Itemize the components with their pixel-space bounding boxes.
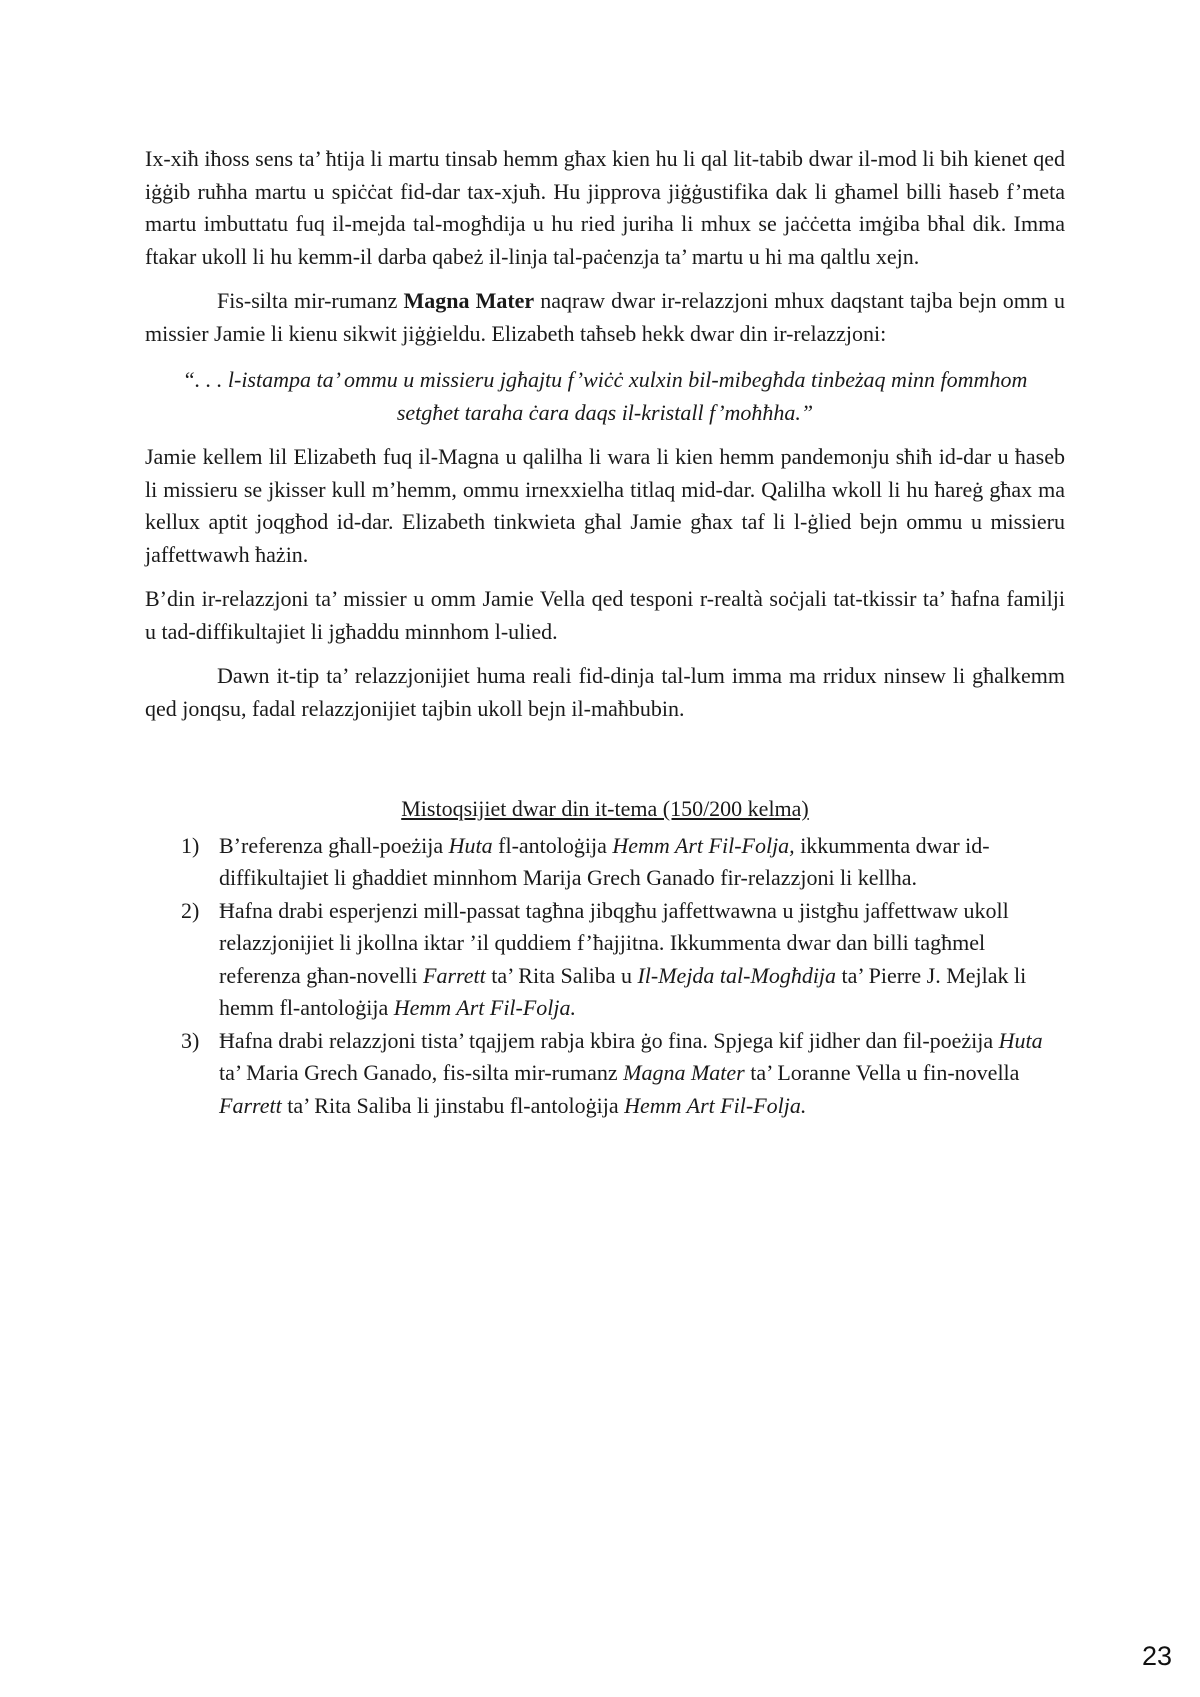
question-text: Ħafna drabi esperjenzi mill-passat tagħna jibqgħu jaffettwawna u jistgħu jaffettwaw ukoll relazzjonijiet li jkollna iktar ’il quddiem f’ħajjitna. Ikkummenta dwar dan billi tagħmel referenza għan-novelli xyxy=(219,897,1009,988)
work-title: Farrett xyxy=(423,962,486,988)
question-text: ta’ Loranne Vella u fin-novella xyxy=(744,1060,1020,1085)
work-title: Hemm Art Fil-Folja. xyxy=(393,995,577,1020)
paragraph-5: Dawn it-tip ta’ relazzjonijiet huma reali fid-dinja tal-lum imma ma rridux ninsew li għalkemm qed jonqsu, fadal relazzjonijiet tajbin ukoll bejn il-maħbubin. xyxy=(145,663,1065,721)
page-body xyxy=(145,143,1065,1122)
paragraph-1: Ix-xiħ iħoss sens ta’ ħtija li martu tinsab hemm għax kien hu li qal lit-tabib dwar il-mod li bih kienet qed iġġib ruħha martu u spiċċat fid-dar tax-xjuħ. Hu jipprova jiġġustifika dak li għamel billi ħaseb f’meta martu imbuttatu fuq il-mejda tal-mogħdija u hu ried juriha li mhux se jaċċetta imġiba bħal dik. Imma ftakar ukoll li hu kemm-il darba qabeż il-linja tal-paċenzja ta’ martu u hi ma qaltlu xejn. xyxy=(145,146,1065,269)
question-item-1 xyxy=(145,830,1065,895)
page-number: 23 xyxy=(1141,1641,1172,1671)
question-text: Ħafna drabi relazzjoni tista’ tqajjem rabja kbira ġo fina. Spjega kif jidher dan fil-poeżija xyxy=(219,1027,999,1053)
question-text: ta’ Rita Saliba li jinstabu fl-antoloġija xyxy=(281,1092,625,1118)
question-text: B’referenza għall-poeżija xyxy=(219,832,449,858)
paragraph-2 xyxy=(145,285,1065,350)
questions-list xyxy=(145,830,1065,1123)
work-title: Huta xyxy=(998,1027,1043,1053)
question-item-3 xyxy=(145,1025,1065,1123)
work-title: Il-Mejda tal-Mogħdija xyxy=(637,962,837,988)
paragraph-2-text-a: Fis-silta mir-rumanz xyxy=(217,288,404,313)
question-text: ikkummenta dwar id-diffikultajiet li għaddiet minnhom Marija Grech Ganado fir-relazzjoni li kellha. xyxy=(219,832,990,890)
questions-heading: Mistoqsijiet dwar din it-tema (150/200 kelma) xyxy=(401,796,809,821)
work-title: Hemm Art Fil-Folja, xyxy=(612,832,795,858)
paragraph-3: Jamie kellem lil Elizabeth fuq il-Magna u qalilha li wara li kien hemm pandemonju sħiħ id-dar u ħaseb li missieru se jkisser kull m’hemm, ommu irnexxielha titlaq mid-dar. Qalilha wkoll li hu ħareġ għax ma kellux aptit joqgħod id-dar. Elizabeth tinkwieta għal Jamie għax taf li l-ġlied bejn ommu u missieru jaffettwawh ħażin. xyxy=(145,444,1065,567)
question-text: fl-antoloġija xyxy=(492,832,613,858)
block-quote: “. . . l-istampa ta’ ommu u missieru jgħajtu f’wiċċ xulxin bil-mibegħda tinbeżaq minn fommhom setgħet taraha ċara daqs il-kristall f’moħħha.” xyxy=(182,367,1028,425)
question-item-2 xyxy=(145,895,1065,1025)
novel-title-magna-mater: Magna Mater xyxy=(403,288,535,313)
question-number: 2) xyxy=(181,897,200,923)
paragraph-2-text-b: naqraw dwar ir-relazzjoni mhux daqstant tajba bejn omm u missier Jamie li kienu sikwit jiġġieldu. Elizabeth taħseb hekk dwar din ir-relazzjoni: xyxy=(145,288,1066,346)
work-title: Magna Mater xyxy=(623,1060,745,1085)
question-text: ta’ Pierre J. Mejlak li hemm fl-antoloġija xyxy=(219,962,1027,1020)
question-number: 3) xyxy=(181,1027,200,1053)
question-text: ta’ Rita Saliba u xyxy=(485,962,638,988)
question-number: 1) xyxy=(181,832,200,858)
work-title: Farrett xyxy=(219,1092,282,1118)
paragraph-4: B’din ir-relazzjoni ta’ missier u omm Jamie Vella qed tesponi r-realtà soċjali tat-tkissir ta’ ħafna familji u tad-diffikultajiet li jgħaddu minnhom l-ulied. xyxy=(145,586,1065,644)
question-text: ta’ Maria Grech Ganado, fis-silta mir-rumanz xyxy=(219,1060,624,1085)
work-title: Hemm Art Fil-Folja. xyxy=(624,1092,807,1118)
work-title: Huta xyxy=(448,832,493,858)
